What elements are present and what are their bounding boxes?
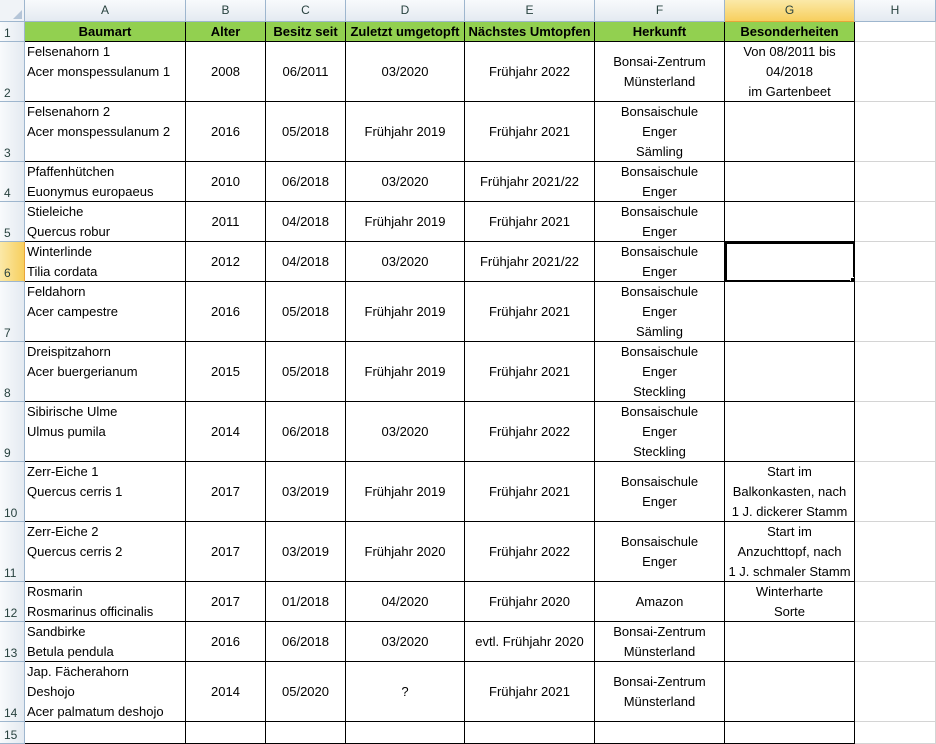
cell-text-line: Frühjahr 2021 — [489, 213, 570, 229]
cell-c10[interactable] — [266, 462, 346, 522]
cell-text-line: Frühjahr 2021 — [489, 363, 570, 379]
cell-text-line: 03/2020 — [381, 633, 429, 649]
cell-c3[interactable] — [266, 102, 346, 162]
cell-text-line: Enger — [642, 223, 677, 239]
cell-d1[interactable]: Zuletzt umgetopft — [346, 22, 465, 42]
cell-text-line: Quercus cerris 2 — [27, 544, 123, 559]
cell-text-line: Sorte — [773, 603, 806, 619]
row-header-7[interactable]: 7 — [0, 282, 25, 342]
column-header-e[interactable]: E — [465, 0, 595, 22]
table-row — [25, 102, 936, 162]
cell-text-line: Frühjahr 2020 — [489, 593, 570, 609]
cell-text-line: Von 08/2011 bis — [743, 43, 836, 59]
row-header-13[interactable]: 13 — [0, 622, 25, 662]
cell-c14[interactable] — [266, 662, 346, 722]
cell-text-line: Bonsaischule — [620, 403, 699, 419]
row-header-8[interactable]: 8 — [0, 342, 25, 402]
cell-text-line: Enger — [642, 553, 677, 569]
cell-text-line: Frühjahr 2019 — [364, 123, 446, 139]
cell-text-line: 04/2018 — [282, 253, 329, 269]
cell-text-line: 04/2020 — [381, 593, 429, 609]
column-header-f[interactable]: F — [595, 0, 725, 22]
cell-d9[interactable] — [346, 402, 465, 462]
cell-text-line: Anzuchttopf, nach — [737, 543, 842, 559]
cell-c5[interactable] — [266, 202, 346, 242]
cell-text-line: Acer monspessulanum 1 — [27, 64, 171, 79]
column-header-d[interactable]: D — [346, 0, 465, 22]
row-header-3[interactable]: 3 — [0, 102, 25, 162]
cell-text-line: Enger — [642, 493, 677, 509]
cell-text-line: Bonsaischule — [620, 163, 699, 179]
cell-text-line: 05/2018 — [282, 303, 329, 319]
cell-b13[interactable] — [186, 622, 266, 662]
cell-text-line: Frühjahr 2021/22 — [479, 253, 579, 269]
cell-text-line: 05/2020 — [282, 683, 329, 699]
cell-text-line: 2015 — [211, 363, 240, 379]
cell-e15[interactable] — [465, 722, 595, 744]
cell-f8[interactable] — [595, 342, 725, 402]
cell-text-line: Frühjahr 2019 — [364, 303, 446, 319]
cell-a14[interactable] — [25, 662, 186, 722]
cell-h5[interactable] — [855, 202, 936, 242]
cell-text-line: Felsenahorn 2 — [27, 104, 111, 119]
row-header-15[interactable]: 15 — [0, 722, 25, 744]
row-header-14[interactable]: 14 — [0, 662, 25, 722]
cell-g10[interactable] — [725, 462, 855, 522]
cell-text-line: 03/2020 — [381, 63, 429, 79]
cell-text-line: Zerr-Eiche 2 — [27, 524, 99, 539]
cell-a2[interactable] — [25, 42, 186, 102]
cell-text-line: Bonsaischule — [620, 283, 699, 299]
cell-g1[interactable]: Besonderheiten — [725, 22, 855, 42]
cell-e8[interactable] — [465, 342, 595, 402]
cell-text-line: Quercus cerris 1 — [27, 484, 123, 499]
cell-e6[interactable] — [465, 242, 595, 282]
column-header-c[interactable]: C — [266, 0, 346, 22]
cell-b10[interactable] — [186, 462, 266, 522]
cell-text-line: Sämling — [636, 323, 683, 339]
cell-a4[interactable] — [25, 162, 186, 202]
cell-e10[interactable] — [465, 462, 595, 522]
cell-e3[interactable] — [465, 102, 595, 162]
select-all-button[interactable] — [0, 0, 25, 22]
cell-text-line: 2011 — [211, 213, 240, 229]
cell-text-line: Münsterland — [623, 643, 696, 659]
cell-a5[interactable] — [25, 202, 186, 242]
cell-text-line: Enger — [642, 303, 677, 319]
cell-e9[interactable] — [465, 402, 595, 462]
cell-e12[interactable] — [465, 582, 595, 622]
cell-text-line: Frühjahr 2022 — [489, 423, 570, 439]
cell-e1[interactable]: Nächstes Umtopfen — [465, 22, 595, 42]
cell-h6[interactable] — [855, 242, 936, 282]
cell-g4[interactable] — [725, 162, 855, 202]
cell-d2[interactable] — [346, 42, 465, 102]
column-headers — [25, 0, 936, 22]
cell-e11[interactable] — [465, 522, 595, 582]
cell-text-line: Winterharte — [755, 583, 824, 599]
table-row — [25, 22, 936, 42]
cell-a7[interactable] — [25, 282, 186, 342]
cell-f2[interactable] — [595, 42, 725, 102]
cell-text-line: 06/2018 — [282, 423, 329, 439]
cell-b4[interactable] — [186, 162, 266, 202]
cell-text-line: 04/2018 — [766, 63, 813, 79]
cell-c7[interactable] — [266, 282, 346, 342]
cell-b1[interactable]: Alter — [186, 22, 266, 42]
cell-text-line: Enger — [642, 363, 677, 379]
cell-b2[interactable] — [186, 42, 266, 102]
cell-text-line: Felsenahorn 1 — [27, 44, 111, 59]
cell-text-line: Bonsaischule — [620, 533, 699, 549]
cell-h7[interactable] — [855, 282, 936, 342]
cell-b11[interactable] — [186, 522, 266, 582]
cell-e4[interactable] — [465, 162, 595, 202]
cell-text-line: Enger — [642, 123, 677, 139]
cell-b12[interactable] — [186, 582, 266, 622]
cell-f3[interactable] — [595, 102, 725, 162]
cell-text-line: Rosmarin — [27, 583, 83, 599]
cell-text-line: Zerr-Eiche 1 — [27, 464, 99, 479]
cell-f5[interactable] — [595, 202, 725, 242]
cell-g2[interactable] — [725, 42, 855, 102]
row-header-9[interactable]: 9 — [0, 402, 25, 462]
table-row — [25, 622, 936, 662]
cell-text-line: Enger — [642, 183, 677, 199]
row-header-6[interactable]: 6 — [0, 242, 25, 282]
cell-text-line: Enger — [642, 423, 677, 439]
cell-text-line: Frühjahr 2021/22 — [479, 173, 579, 189]
cell-text-line: Acer buergerianum — [27, 364, 138, 379]
cell-g5[interactable] — [725, 202, 855, 242]
cell-text-line: Bonsaischule — [620, 103, 699, 119]
cell-text-line: Frühjahr 2020 — [364, 543, 446, 559]
cell-text-line: 03/2019 — [282, 483, 329, 499]
cell-f11[interactable] — [595, 522, 725, 582]
table-row — [25, 282, 936, 342]
cell-text-line: Start im — [767, 523, 812, 539]
cell-c13[interactable] — [266, 622, 346, 662]
cell-text-line: Winterlinde — [27, 243, 93, 259]
cell-text-line: Enger — [642, 263, 677, 279]
cell-text-line: Frühjahr 2019 — [364, 483, 446, 499]
cell-text-line: Bonsaischule — [620, 203, 699, 219]
cell-text-line: Quercus robur — [27, 223, 111, 239]
cell-a13[interactable] — [25, 622, 186, 662]
cell-text-line: Sämling — [636, 143, 683, 159]
table-row — [25, 722, 936, 744]
cell-text-line: Start im — [767, 463, 812, 479]
cell-text-line: Tilia cordata — [27, 263, 98, 279]
cell-h12[interactable] — [855, 582, 936, 622]
cell-f13[interactable] — [595, 622, 725, 662]
cell-d13[interactable] — [346, 622, 465, 662]
cell-text-line: 2010 — [211, 173, 240, 189]
cell-text-line: Bonsai-Zentrum — [613, 673, 706, 689]
cell-text-line: Frühjahr 2019 — [364, 213, 446, 229]
cell-d12[interactable] — [346, 582, 465, 622]
cell-text-line: 03/2019 — [282, 543, 329, 559]
cell-a9[interactable] — [25, 402, 186, 462]
cell-text-line: Bonsaischule — [620, 473, 699, 489]
row-header-10[interactable]: 10 — [0, 462, 25, 522]
cell-text-line: 06/2018 — [282, 633, 329, 649]
table-row — [25, 342, 936, 402]
cell-a8[interactable] — [25, 342, 186, 402]
cell-a15[interactable] — [25, 722, 186, 744]
cell-e14[interactable] — [465, 662, 595, 722]
cell-d14[interactable] — [346, 662, 465, 722]
row-header-2[interactable]: 2 — [0, 42, 25, 102]
cell-d15[interactable] — [346, 722, 465, 744]
cell-text-line: Rosmarinus officinalis — [27, 603, 154, 619]
cell-text-line: Euonymus europaeus — [27, 183, 154, 199]
cell-text-line: Sandbirke — [27, 623, 86, 639]
cell-text-line: Frühjahr 2021 — [489, 483, 570, 499]
row-header-12[interactable]: 12 — [0, 582, 25, 622]
cell-text-line: 1 J. dickerer Stamm — [731, 503, 848, 519]
cell-f15[interactable] — [595, 722, 725, 744]
cell-g8[interactable] — [725, 342, 855, 402]
cell-h9[interactable] — [855, 402, 936, 462]
cell-text-line: 05/2018 — [282, 123, 329, 139]
cell-text-line: 2014 — [211, 423, 240, 439]
cell-c12[interactable] — [266, 582, 346, 622]
cell-d8[interactable] — [346, 342, 465, 402]
cell-text-line: Jap. Fächerahorn — [27, 663, 129, 679]
table-row — [25, 162, 936, 202]
cell-text-line: Betula pendula — [27, 643, 114, 659]
cell-h11[interactable] — [855, 522, 936, 582]
cell-text-line: Balkonkasten, nach — [732, 483, 847, 499]
cell-text-line: Steckling — [633, 443, 686, 459]
cell-c9[interactable] — [266, 402, 346, 462]
cell-text-line: Deshojo — [27, 683, 75, 699]
row-header-11[interactable]: 11 — [0, 522, 25, 582]
row-header-5[interactable]: 5 — [0, 202, 25, 242]
cell-text-line: 2016 — [211, 123, 240, 139]
cell-h15[interactable] — [855, 722, 936, 744]
cell-text-line: Bonsaischule — [620, 243, 699, 259]
cell-f10[interactable] — [595, 462, 725, 522]
cell-d5[interactable] — [346, 202, 465, 242]
cell-text-line: 2016 — [211, 633, 240, 649]
cell-text-line: 2017 — [211, 483, 240, 499]
cell-g15[interactable] — [725, 722, 855, 744]
cell-text-line: 2016 — [211, 303, 240, 319]
cell-g11[interactable] — [725, 522, 855, 582]
cell-text-line: 2017 — [211, 543, 240, 559]
cell-text-line: Dreispitzahorn — [27, 344, 111, 359]
table-row — [25, 582, 936, 622]
cell-text-line: Acer campestre — [27, 304, 119, 319]
cell-a12[interactable] — [25, 582, 186, 622]
cell-text-line: evtl. Frühjahr 2020 — [475, 633, 584, 649]
cell-h8[interactable] — [855, 342, 936, 402]
cell-e13[interactable] — [465, 622, 595, 662]
cell-text-line: Münsterland — [623, 73, 696, 89]
cell-text-line: Stieleiche — [27, 203, 84, 219]
table-row — [25, 202, 936, 242]
cell-f7[interactable] — [595, 282, 725, 342]
cell-g7[interactable] — [725, 282, 855, 342]
cell-text-line: 05/2018 — [282, 363, 329, 379]
cell-text-line: Bonsai-Zentrum — [613, 53, 706, 69]
cell-text-line: Acer palmatum deshojo — [27, 703, 164, 719]
cell-h2[interactable] — [855, 42, 936, 102]
cell-c6[interactable] — [266, 242, 346, 282]
cell-h3[interactable] — [855, 102, 936, 162]
cell-text-line: Ulmus pumila — [27, 424, 106, 439]
cell-text-line: Feldahorn — [27, 284, 86, 299]
cell-h1[interactable] — [855, 22, 936, 42]
cell-b3[interactable] — [186, 102, 266, 162]
cell-text-line: 04/2018 — [282, 213, 329, 229]
cell-text-line: Pfaffenhütchen — [27, 163, 115, 179]
cell-text-line: Frühjahr 2019 — [364, 363, 446, 379]
table-row — [25, 42, 936, 102]
cell-f6[interactable] — [595, 242, 725, 282]
cell-text-line: Frühjahr 2022 — [489, 543, 570, 559]
cell-h14[interactable] — [855, 662, 936, 722]
cell-b9[interactable] — [186, 402, 266, 462]
cell-a6[interactable] — [25, 242, 186, 282]
cell-h4[interactable] — [855, 162, 936, 202]
cell-text-line: 2012 — [211, 253, 240, 269]
table-row — [25, 662, 936, 722]
cell-text-line: 2014 — [211, 683, 240, 699]
cell-text-line: Frühjahr 2021 — [489, 123, 570, 139]
cell-text-line: 1 J. schmaler Stamm — [728, 563, 851, 579]
cell-e2[interactable] — [465, 42, 595, 102]
cell-b15[interactable] — [186, 722, 266, 744]
cell-text-line: Bonsai-Zentrum — [613, 623, 706, 639]
cell-text-line: 03/2020 — [381, 173, 429, 189]
cell-c2[interactable] — [266, 42, 346, 102]
cell-a3[interactable] — [25, 102, 186, 162]
cell-a1[interactable]: Baumart — [25, 22, 186, 42]
cell-a10[interactable] — [25, 462, 186, 522]
cell-text-line: Steckling — [633, 383, 686, 399]
column-header-b[interactable]: B — [186, 0, 266, 22]
cell-text-line: im Gartenbeet — [748, 83, 831, 99]
cell-d7[interactable] — [346, 282, 465, 342]
cell-g14[interactable] — [725, 662, 855, 722]
table-row — [25, 522, 936, 582]
cell-f1[interactable]: Herkunft — [595, 22, 725, 42]
cell-d3[interactable] — [346, 102, 465, 162]
cell-d6[interactable] — [346, 242, 465, 282]
column-header-h[interactable]: H — [855, 0, 936, 22]
cell-text-line: Acer monspessulanum 2 — [27, 124, 171, 139]
cell-b14[interactable] — [186, 662, 266, 722]
cell-c8[interactable] — [266, 342, 346, 402]
cell-text-line: 01/2018 — [282, 593, 329, 609]
cell-b7[interactable] — [186, 282, 266, 342]
cell-g6[interactable] — [725, 242, 855, 282]
cell-h13[interactable] — [855, 622, 936, 662]
column-header-a[interactable]: A — [25, 0, 186, 22]
cell-g12[interactable] — [725, 582, 855, 622]
cell-text-line: 03/2020 — [381, 423, 429, 439]
cell-a11[interactable] — [25, 522, 186, 582]
cell-text-line: 06/2011 — [282, 63, 329, 79]
cell-e5[interactable] — [465, 202, 595, 242]
cell-c4[interactable] — [266, 162, 346, 202]
cell-f14[interactable] — [595, 662, 725, 722]
cell-d10[interactable] — [346, 462, 465, 522]
cell-f9[interactable] — [595, 402, 725, 462]
cell-g9[interactable] — [725, 402, 855, 462]
cell-text-line: Frühjahr 2021 — [489, 303, 570, 319]
cell-text-line: Bonsaischule — [620, 343, 699, 359]
cell-b5[interactable] — [186, 202, 266, 242]
table-row — [25, 402, 936, 462]
cell-e7[interactable] — [465, 282, 595, 342]
cell-g13[interactable] — [725, 622, 855, 662]
cell-text-line: 2008 — [211, 63, 240, 79]
cell-c11[interactable] — [266, 522, 346, 582]
cell-d4[interactable] — [346, 162, 465, 202]
cell-text-line: 2017 — [211, 593, 240, 609]
cell-b6[interactable] — [186, 242, 266, 282]
cell-text-line: Münsterland — [623, 693, 696, 709]
cell-f4[interactable] — [595, 162, 725, 202]
cell-text-line: 06/2018 — [282, 173, 329, 189]
cell-text-line: Amazon — [635, 593, 684, 609]
cell-f12[interactable] — [595, 582, 725, 622]
cell-g3[interactable] — [725, 102, 855, 162]
row-header-4[interactable]: 4 — [0, 162, 25, 202]
table-row — [25, 462, 936, 522]
cell-h10[interactable] — [855, 462, 936, 522]
cell-c1[interactable]: Besitz seit — [266, 22, 346, 42]
cell-text-line: Frühjahr 2022 — [489, 63, 570, 79]
cell-text-line: ? — [401, 683, 409, 699]
row-header-1[interactable]: 1 — [0, 22, 25, 42]
cell-text-line: Sibirische Ulme — [27, 404, 118, 419]
cell-text-line: 03/2020 — [381, 253, 429, 269]
cell-d11[interactable] — [346, 522, 465, 582]
cell-b8[interactable] — [186, 342, 266, 402]
table-row — [25, 242, 936, 282]
cell-text-line: Frühjahr 2021 — [489, 683, 570, 699]
cell-c15[interactable] — [266, 722, 346, 744]
column-header-g[interactable]: G — [725, 0, 855, 22]
